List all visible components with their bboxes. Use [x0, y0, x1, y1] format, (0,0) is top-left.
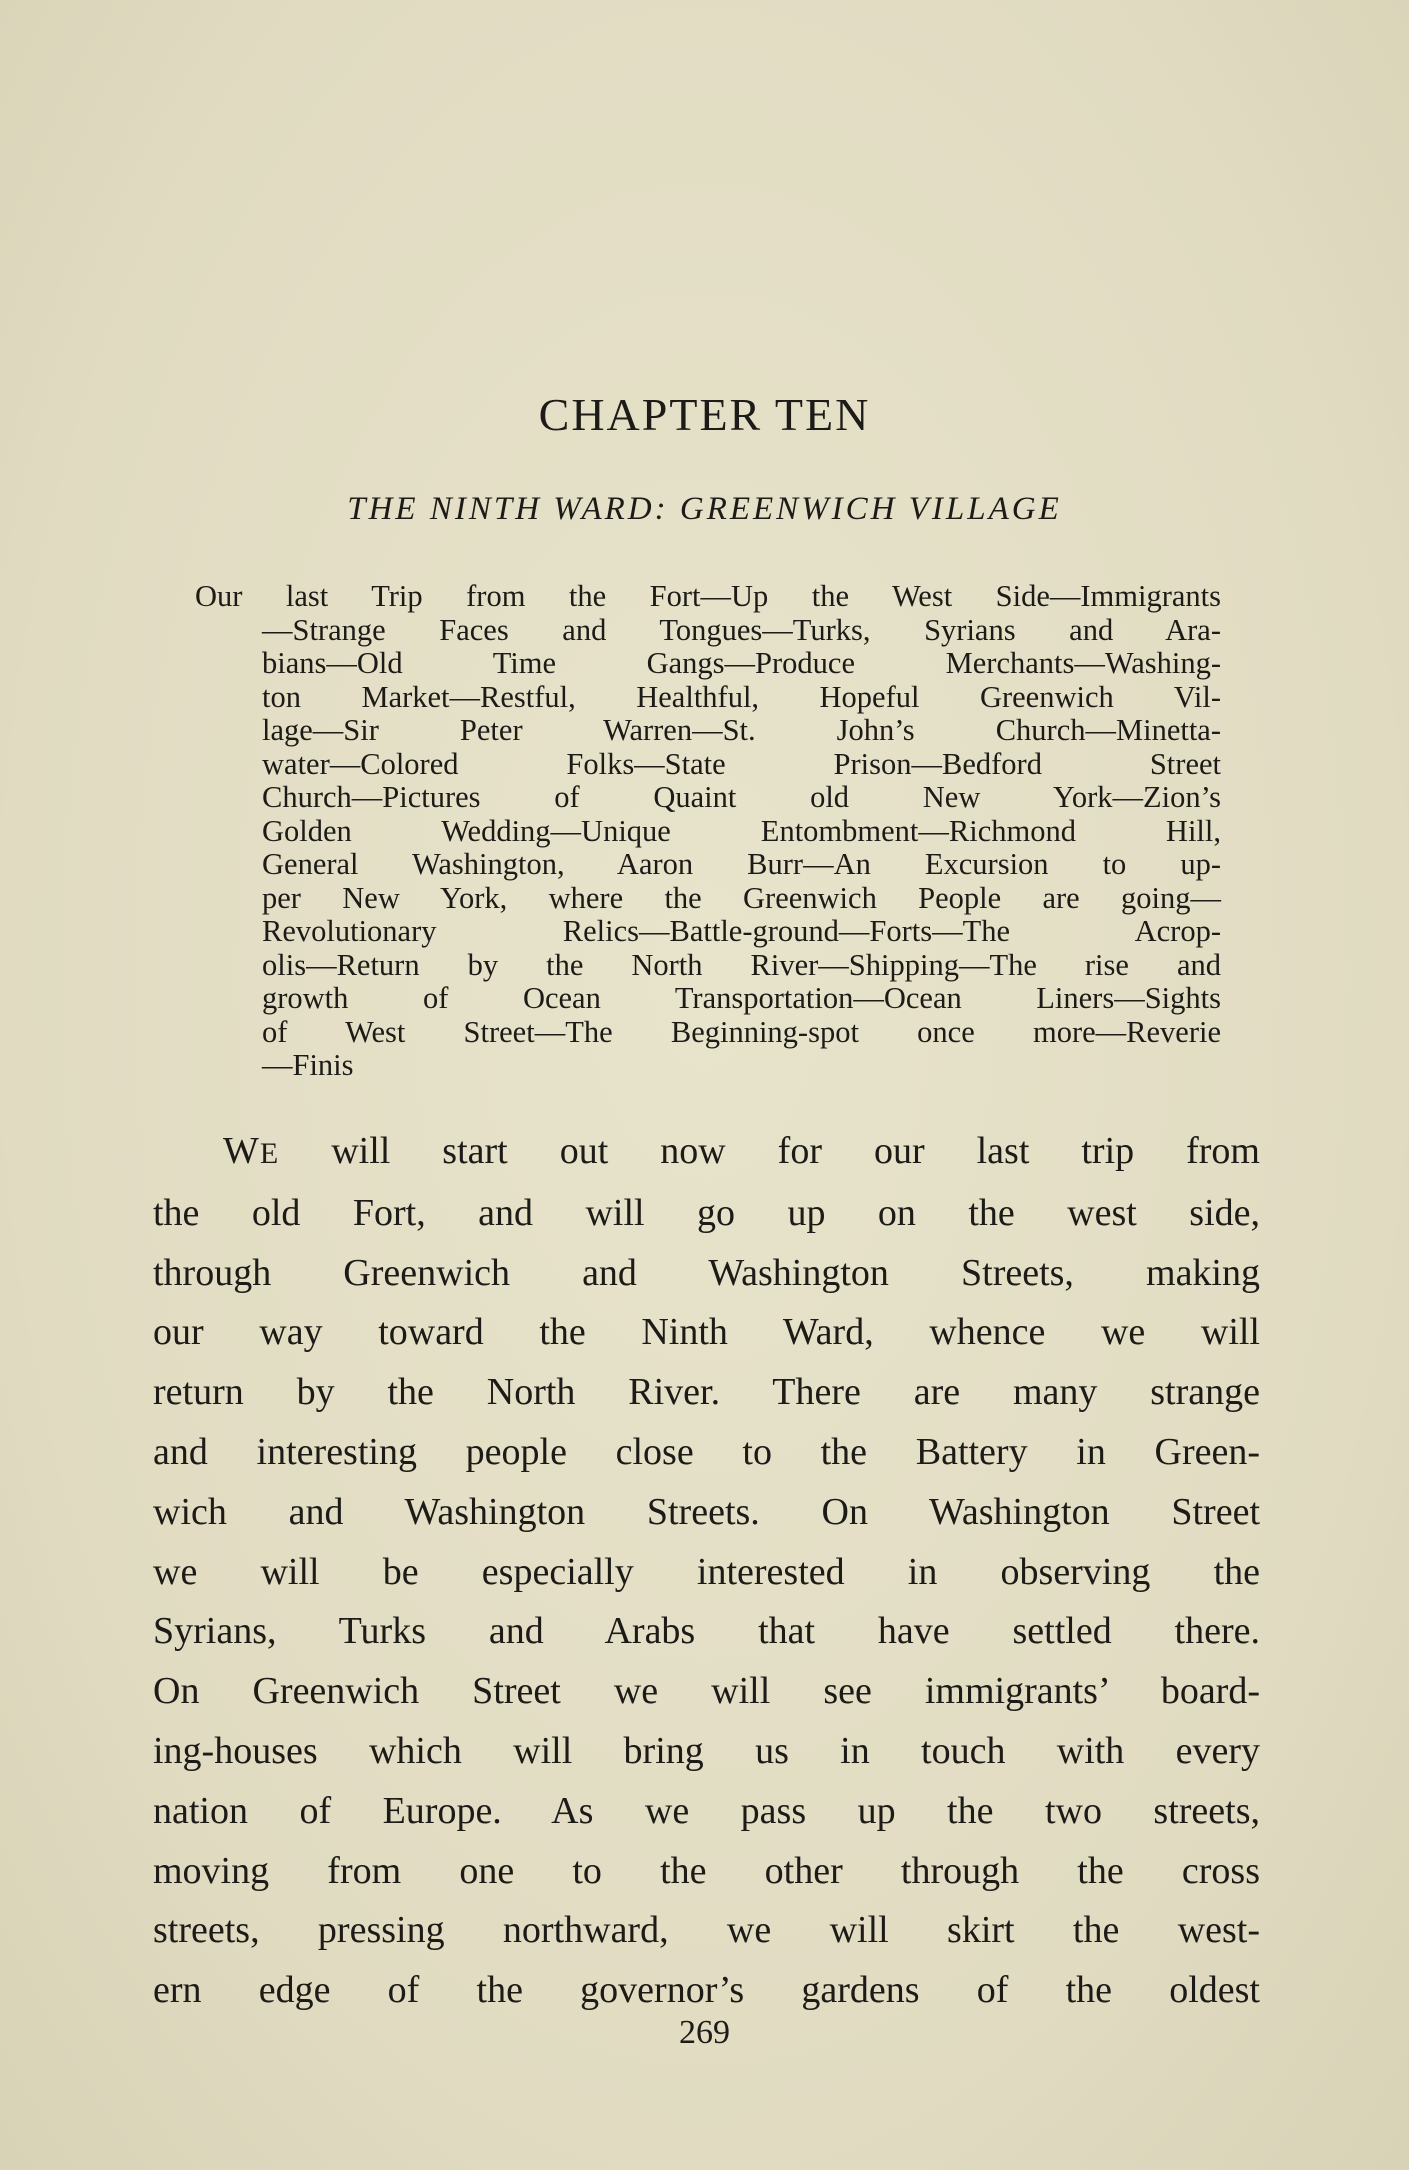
synopsis-line: —Strange Faces and Tongues—Turks, Syrians and Ara- [262, 612, 1221, 647]
body-line: nation of Europe. As we pass up the two streets, [153, 1789, 1260, 1832]
lead-rest: will start out now for our last trip from [279, 1130, 1260, 1172]
body-line: streets, pressing northward, we will skirt the west- [153, 1909, 1260, 1952]
synopsis-line: —Finis [262, 1048, 354, 1082]
synopsis-line: olis—Return by the North River—Shipping—The rise and [262, 947, 1221, 982]
body-line: return by the North River. There are many strange [153, 1371, 1260, 1414]
synopsis-line: of West Street—The Beginning-spot once more—Reverie [262, 1014, 1221, 1049]
body-line: through Greenwich and Washington Streets, making [153, 1251, 1260, 1294]
body-line: On Greenwich Street we will see immigrants’ board- [153, 1670, 1260, 1713]
synopsis-line: Our last Trip from the Fort—Up the West Side—Immigrants [195, 579, 1221, 613]
synopsis-line: growth of Ocean Transportation—Ocean Liners—Sights [262, 981, 1221, 1015]
body-line: we will be especially interested in observing the [153, 1550, 1260, 1593]
body-paragraph [153, 1122, 1260, 2021]
chapter-synopsis [195, 580, 1221, 1083]
chapter-title: CHAPTER TEN [538, 389, 871, 440]
lead-small-caps: E [259, 1137, 280, 1170]
body-line: and interesting people close to the Battery in Green- [153, 1430, 1260, 1473]
body-line: our way toward the Ninth Ward, whence we will [153, 1311, 1260, 1354]
body-line: moving from one to the other through the cross [153, 1849, 1260, 1892]
body-line: Syrians, Turks and Arabs that have settled there. [153, 1610, 1260, 1653]
body-line: wich and Washington Streets. On Washington Street [153, 1490, 1260, 1533]
synopsis-line: ton Market—Restful, Healthful, Hopeful Greenwich Vil- [262, 679, 1221, 714]
synopsis-line: water—Colored Folks—State Prison—Bedford Street [262, 746, 1221, 781]
body-line: the old Fort, and will go up on the west side, [153, 1191, 1260, 1234]
synopsis-line: lage—Sir Peter Warren—St. John’s Church—Minetta- [262, 713, 1221, 747]
synopsis-line: bians—Old Time Gangs—Produce Merchants—Washing- [262, 646, 1221, 680]
synopsis-line: Revolutionary Relics—Battle-ground—Forts—The Acrop- [262, 914, 1221, 948]
body-line: ern edge of the governor’s gardens of the oldest [153, 1969, 1260, 2012]
synopsis-line: Church—Pictures of Quaint old New York—Zion’s [262, 780, 1221, 814]
synopsis-line: Golden Wedding—Unique Entombment—Richmond Hill, [262, 813, 1221, 848]
page-number: 269 [679, 2014, 730, 2051]
chapter-subtitle: THE NINTH WARD: GREENWICH VILLAGE [347, 491, 1062, 527]
synopsis-line: General Washington, Aaron Burr—An Excursion to up- [262, 847, 1221, 881]
body-first-line [153, 1122, 1260, 1184]
lead-initial: W [223, 1130, 260, 1172]
body-line: ing-houses which will bring us in touch with every [153, 1729, 1260, 1772]
synopsis-line: per New York, where the Greenwich People are going— [262, 880, 1221, 915]
